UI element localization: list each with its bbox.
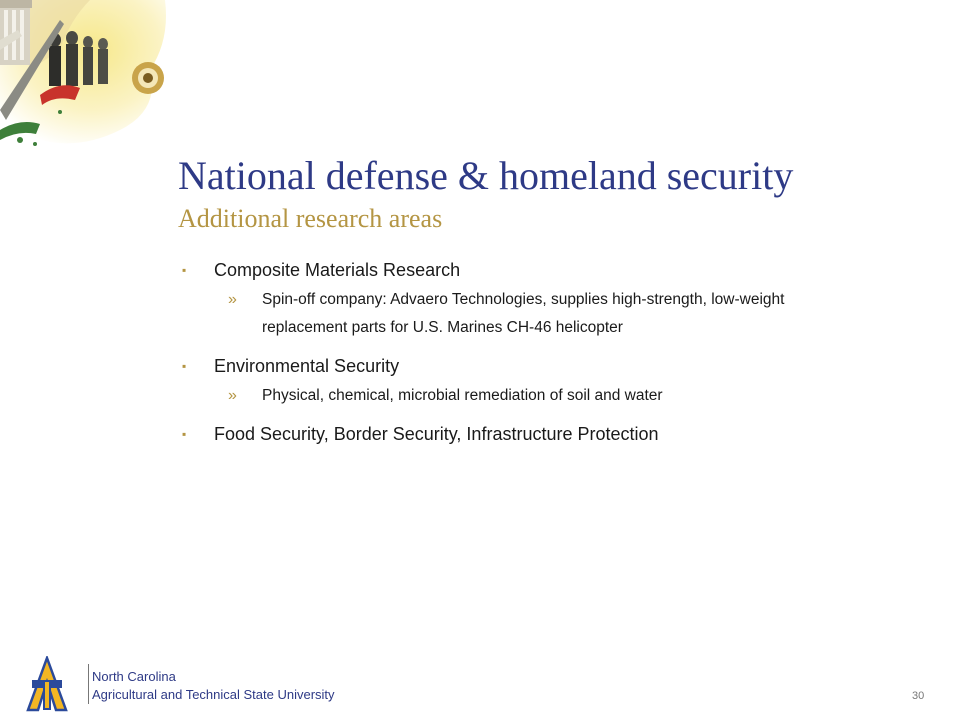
double-chevron-icon: » [228,387,237,404]
square-bullet-icon: ▪ [182,427,187,441]
bullet-list [178,256,878,448]
sub-bullet-advaero [178,286,878,342]
campus-collage-image [0,0,170,150]
footer-divider [88,664,89,704]
university-name-line2: Agricultural and Technical State University [92,687,335,702]
bullet-food-border-security [178,420,878,448]
bullet-text: Food Security, Border Security, Infrastructure Protection [214,424,659,444]
sub-bullet-text: Spin-off company: Advaero Technologies, supplies high-strength, low-weight replacement parts for U.S. Marines CH-46 helicopter [262,291,785,336]
slide-subtitle: Additional research areas [178,204,443,233]
double-chevron-icon: » [228,291,237,308]
page-number: 30 [912,690,925,702]
square-bullet-icon: ▪ [182,359,187,373]
sub-bullet-remediation [178,382,878,410]
university-name-line1: North Carolina [92,669,176,684]
aggie-logo-icon [26,656,68,712]
bullet-environmental-security [178,352,878,380]
sub-bullet-text: Physical, chemical, microbial remediation of soil and water [262,387,663,404]
square-bullet-icon: ▪ [182,263,187,277]
slide-title: National defense & homeland security [178,153,794,198]
bullet-text: Composite Materials Research [214,260,461,280]
bullet-text: Environmental Security [214,356,400,376]
bullet-composite-materials [178,256,878,284]
